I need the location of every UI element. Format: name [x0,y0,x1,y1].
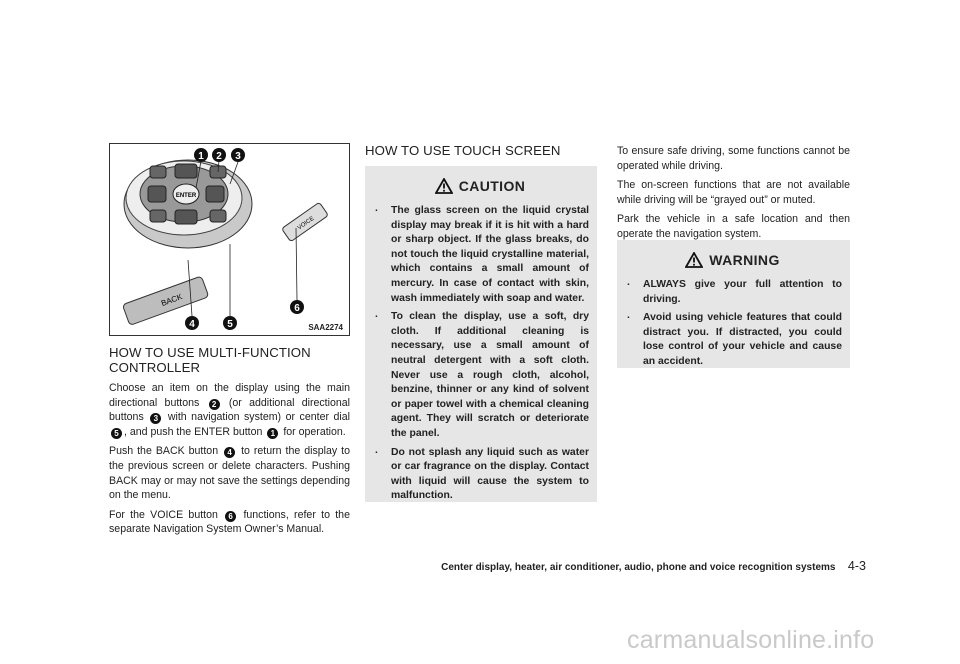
paragraph-park-vehicle: Park the vehicle in a safe location and then operate the navigation system. [617,213,850,240]
enter-label: ENTER [175,193,197,199]
multi-function-body [109,381,350,537]
caution-item: . Do not splash any liquid such as water or car fragrance on the display. Contact with liquid will cause the system to malfunction. [371,446,589,504]
callout-1: 1 [198,151,204,162]
paragraph-grayed-out: The on-screen functions that are not available while driving will be “grayed out” or muted. [617,179,850,206]
paragraph-voice-button: For the VOICE button 6 functions, refer to the separate Navigation System Owner’s Manual. [109,508,350,536]
warning-triangle-icon [435,178,453,194]
voice-label: VOICE [296,215,316,232]
callout-4-inline: 4 [224,447,235,458]
watermark: carmanualsonline.info [627,626,875,654]
callout-6: 6 [294,303,300,314]
paragraph-choose-item: Choose an item on the display using the main directional buttons 2 (or additional directional buttons 3 with navigation system) or center dial 5 , and push the ENTER button 1 for operation. [109,382,351,438]
caution-item: . To clean the display, use a soft, dry cloth. If additional cleaning is necessary, use a small amount of neutral detergent with a soft cloth. Never use a rough cloth, alcohol, benzine, thinner or any kind of solvent or paper towel with a chemical cleaning agent. They will scratch or deteriorate the panel. [371,310,589,441]
multi-function-controller-illustration [110,144,349,335]
driving-text [617,144,850,242]
callout-2: 2 [216,151,222,162]
touch-screen-heading: HOW TO USE TOUCH SCREEN [365,143,561,158]
warning-triangle-icon [685,252,703,268]
multi-function-heading: HOW TO USE MULTI-FUNCTION CONTROLLER [109,345,311,375]
warning-title: WARNING [623,248,842,272]
warning-panel [617,240,850,368]
page-footer [386,557,866,575]
controller-figure [109,143,350,336]
warning-item: . Avoid using vehicle features that could distract you. If distracted, you could lose control of your vehicle and cause an accident. [623,311,842,369]
page-number: 4-3 [847,559,866,573]
callout-5-inline: 5 [111,428,122,439]
callout-5: 5 [227,319,233,330]
warning-item: . ALWAYS give your full attention to driving. [623,278,842,307]
caution-item: . The glass screen on the liquid crystal display may break if it is hit with a hard or sharp object. If the glass breaks, do not touch the liquid crystalline material, which contains a small amount of mercury. In case of contact with skin, wash immediately with soap and water. [371,204,589,306]
callout-4: 4 [189,319,195,330]
chapter-title: Center display, heater, air conditioner, audio, phone and voice recognition systems [441,562,836,573]
callout-3: 3 [235,151,241,162]
caution-title: CAUTION [371,174,589,198]
paragraph-safe-driving: To ensure safe driving, some functions cannot be operated while driving. [617,145,850,172]
callout-6-inline: 6 [225,511,236,522]
figure-code: SAA2274 [308,323,343,332]
caution-panel [365,166,597,502]
paragraph-back-button: Push the BACK button 4 to return the display to the previous screen or delete characters. Pushing BACK may or may not save the settings depending on the menu. [109,445,350,502]
callout-3-inline: 3 [150,413,161,424]
warning-list [623,278,842,370]
caution-list [371,204,589,504]
callout-2-inline: 2 [209,399,220,410]
callout-1-inline: 1 [267,428,278,439]
back-label: BACK [159,292,184,309]
